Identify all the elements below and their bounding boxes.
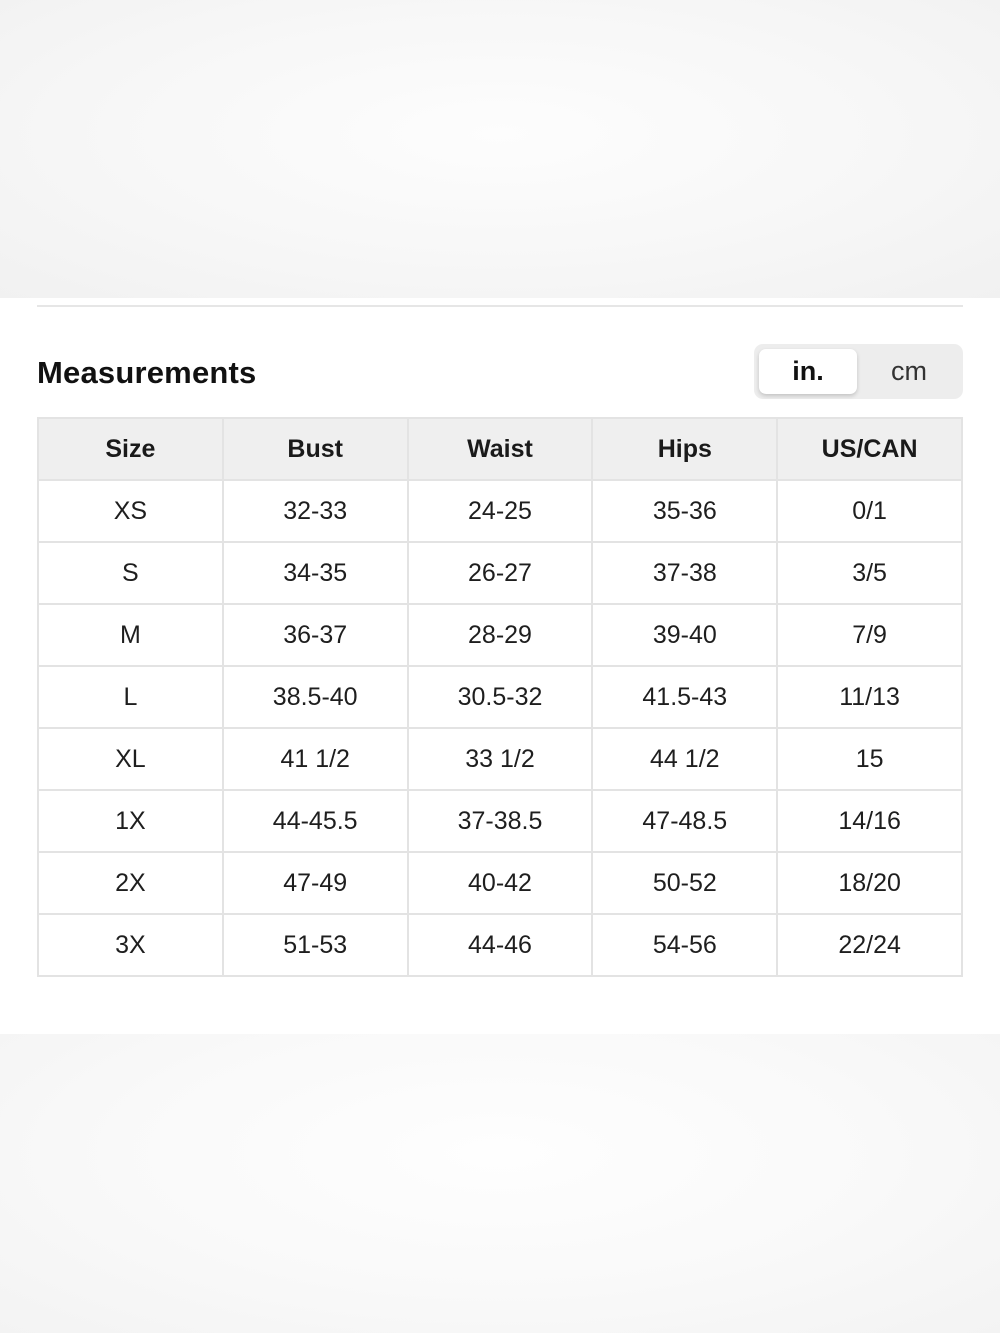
table-row xyxy=(38,914,962,976)
cell-us-can: 7/9 xyxy=(777,604,962,666)
cell-size: M xyxy=(38,604,223,666)
cell-waist: 40-42 xyxy=(408,852,593,914)
cell-bust: 32-33 xyxy=(223,480,408,542)
cell-waist: 37-38.5 xyxy=(408,790,593,852)
cell-hips: 35-36 xyxy=(592,480,777,542)
cell-waist: 33 1/2 xyxy=(408,728,593,790)
cell-bust: 38.5-40 xyxy=(223,666,408,728)
cell-hips: 44 1/2 xyxy=(592,728,777,790)
cell-us-can: 22/24 xyxy=(777,914,962,976)
cell-size: XL xyxy=(38,728,223,790)
cell-size: 1X xyxy=(38,790,223,852)
cell-size: S xyxy=(38,542,223,604)
table-row xyxy=(38,480,962,542)
cell-us-can: 3/5 xyxy=(777,542,962,604)
cell-hips: 54-56 xyxy=(592,914,777,976)
cell-size: L xyxy=(38,666,223,728)
cell-size: XS xyxy=(38,480,223,542)
unit-toggle xyxy=(754,344,963,399)
section-title: Measurements xyxy=(37,355,257,390)
table-row xyxy=(38,604,962,666)
cell-hips: 37-38 xyxy=(592,542,777,604)
table-row xyxy=(38,666,962,728)
cell-waist: 28-29 xyxy=(408,604,593,666)
cell-waist: 24-25 xyxy=(408,480,593,542)
cell-bust: 47-49 xyxy=(223,852,408,914)
cell-waist: 30.5-32 xyxy=(408,666,593,728)
table-row xyxy=(38,790,962,852)
table-row xyxy=(38,728,962,790)
cell-size: 3X xyxy=(38,914,223,976)
top-blurred-area xyxy=(0,0,1000,298)
cell-hips: 39-40 xyxy=(592,604,777,666)
cell-us-can: 18/20 xyxy=(777,852,962,914)
header-hips: Hips xyxy=(592,418,777,480)
cell-waist: 26-27 xyxy=(408,542,593,604)
cell-waist: 44-46 xyxy=(408,914,593,976)
cell-bust: 34-35 xyxy=(223,542,408,604)
section-divider xyxy=(37,305,963,307)
cell-bust: 44-45.5 xyxy=(223,790,408,852)
cell-hips: 50-52 xyxy=(592,852,777,914)
cell-bust: 51-53 xyxy=(223,914,408,976)
cell-us-can: 14/16 xyxy=(777,790,962,852)
cell-hips: 41.5-43 xyxy=(592,666,777,728)
table-row xyxy=(38,542,962,604)
size-chart-table xyxy=(37,417,963,977)
table-header-row xyxy=(38,418,962,480)
header-bust: Bust xyxy=(223,418,408,480)
cell-bust: 41 1/2 xyxy=(223,728,408,790)
header-waist: Waist xyxy=(408,418,593,480)
cell-bust: 36-37 xyxy=(223,604,408,666)
cell-hips: 47-48.5 xyxy=(592,790,777,852)
bottom-blurred-area xyxy=(0,1034,1000,1333)
header-size: Size xyxy=(38,418,223,480)
cell-size: 2X xyxy=(38,852,223,914)
unit-option-inches[interactable]: in. xyxy=(759,349,857,394)
cell-us-can: 15 xyxy=(777,728,962,790)
unit-option-cm[interactable]: cm xyxy=(891,356,927,386)
header-us-can: US/CAN xyxy=(777,418,962,480)
cell-us-can: 11/13 xyxy=(777,666,962,728)
cell-us-can: 0/1 xyxy=(777,480,962,542)
table-row xyxy=(38,852,962,914)
